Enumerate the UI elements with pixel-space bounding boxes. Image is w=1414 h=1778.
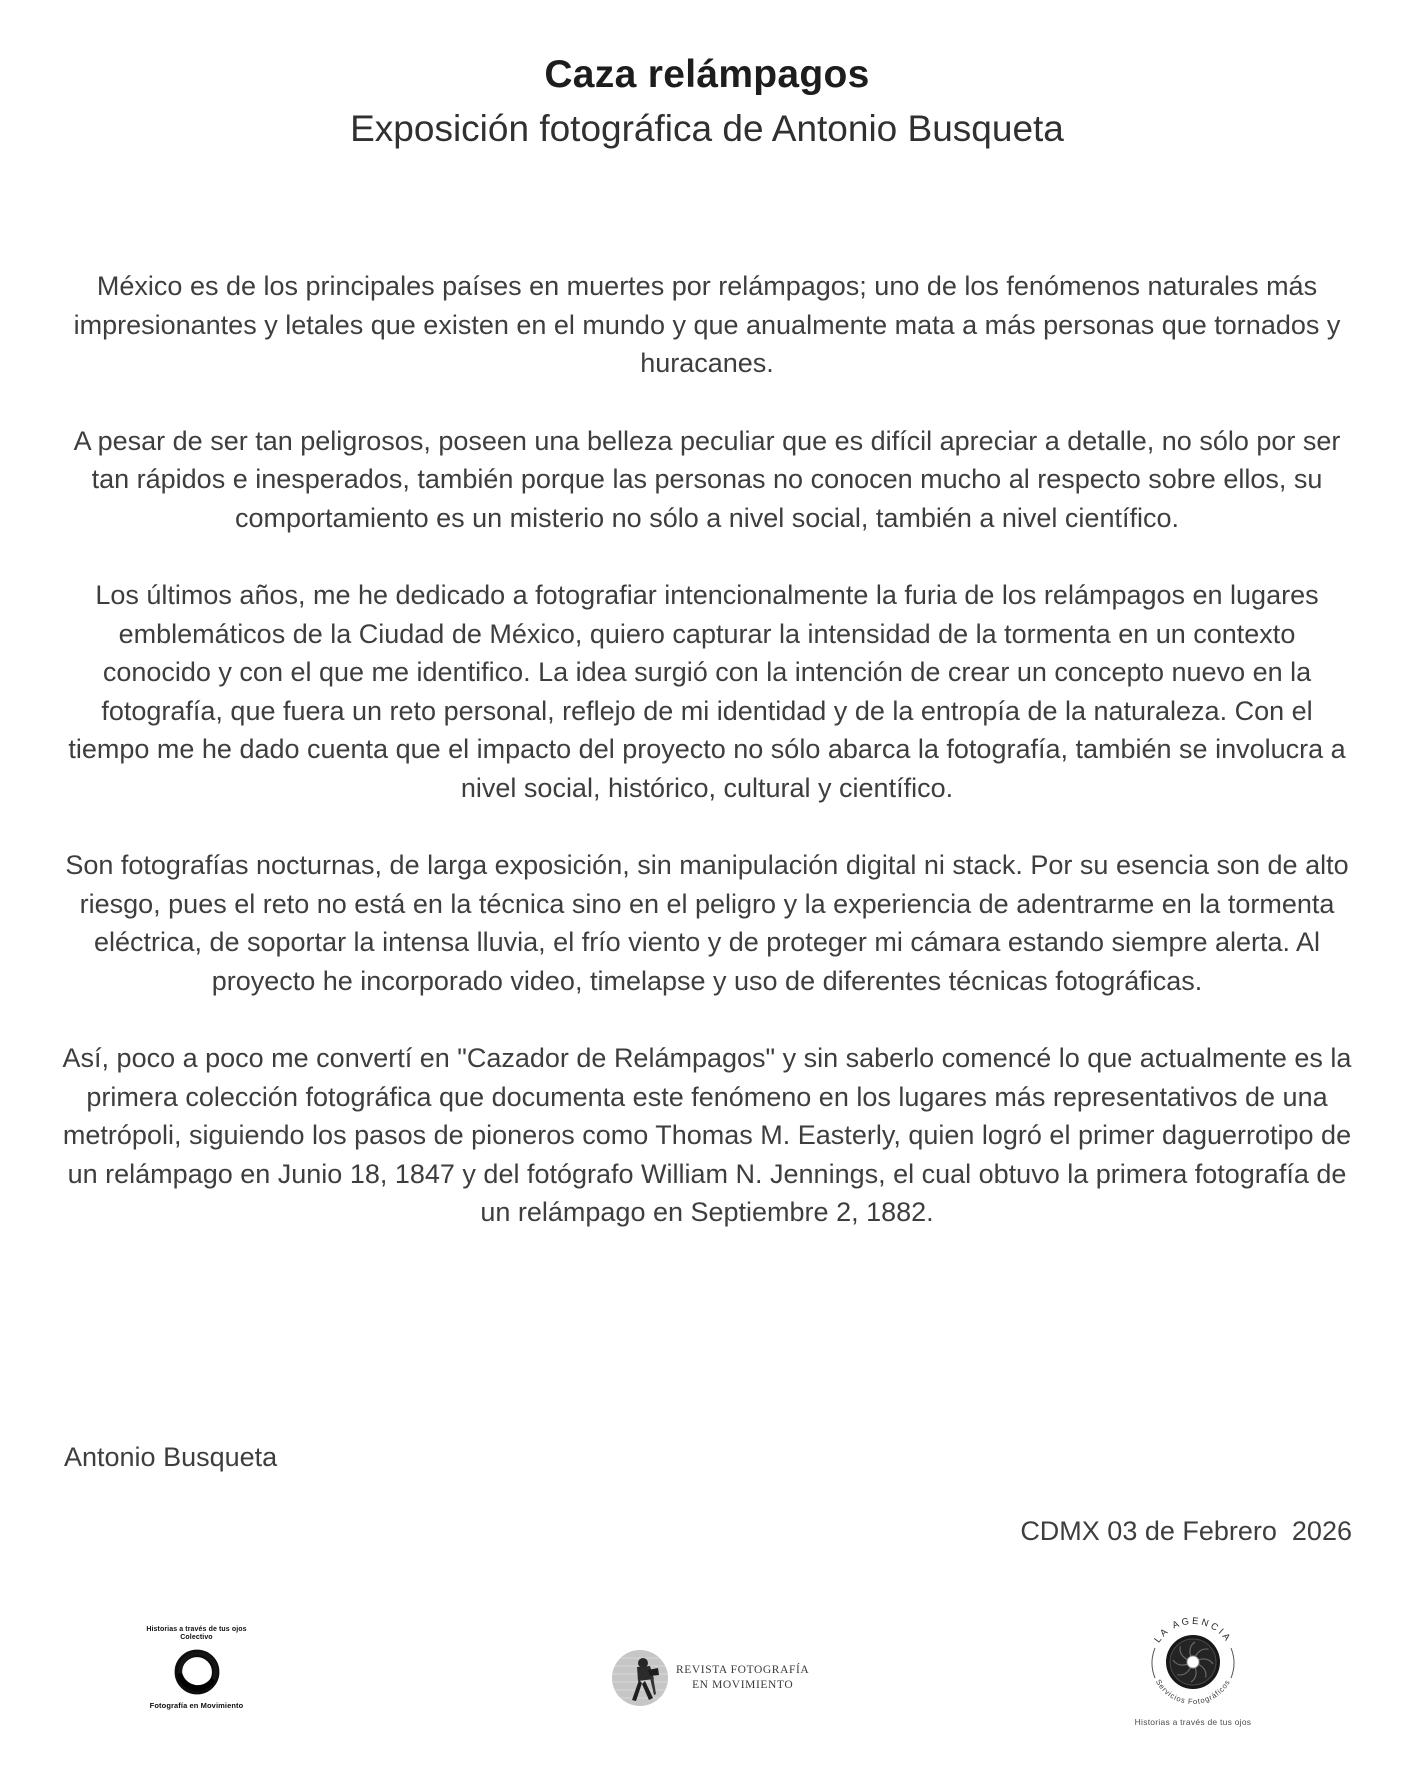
la-agencia-arc-bottom: Servicios Fotográficos (1153, 1677, 1233, 1707)
enso-circle-icon (169, 1644, 225, 1700)
colectivo-logo-bottom: Fotografía en Movimiento (149, 1701, 244, 1710)
paragraph-3: Los últimos años, me he dedicado a fotografiar intencionalmente la furia de los relámpagos en lugares emblemáticos de la Ciudad de México, quiero capturar la intensidad de la tormenta en un contexto conocido y con el que me identifico. La idea surgió con la intención de crear un concepto nuevo en la fotografía, que fuera un reto personal, reflejo de mi identidad y de la entropía de la naturaleza. Con el tiempo me he dado cuenta que el impacto del proyecto no sólo abarca la fotografía, también se involucra a nivel social, histórico, cultural y científico. (68, 580, 1346, 803)
la-agencia-arc-top: LA AGENCIA (1152, 1615, 1234, 1645)
la-agencia-caption: Historias a través de tus ojos (1134, 1717, 1252, 1727)
revista-wordmark (676, 1663, 809, 1693)
la-agencia-logo (1117, 1612, 1269, 1727)
camera-aperture-icon (1127, 1612, 1259, 1712)
page-title: Caza relámpagos (544, 53, 870, 96)
signature: Antonio Busqueta (64, 1442, 278, 1472)
page-subtitle: Exposición fotográfica de Antonio Busqueta (350, 107, 1064, 149)
paragraph-2: A pesar de ser tan peligrosos, poseen una belleza peculiar que es difícil apreciar a detalle, no sólo por ser tan rápidos e inesperados, también porque las personas no conocen mucho al respecto sobre ellos, su comportamiento es un misterio no sólo a nivel social, también a nivel científico. (73, 425, 1341, 533)
colectivo-logo-line2: Colectivo (180, 1634, 213, 1641)
colectivo-enso-logo (114, 1626, 279, 1710)
revista-logo (612, 1650, 809, 1706)
revista-line2: EN MOVIMIENTO (692, 1679, 794, 1691)
colectivo-logo-line1: Historias a través de tus ojos (146, 1626, 247, 1633)
paragraph-5: Así, poco a poco me convertí en "Cazador de Relámpagos" y sin saberlo comencé lo que actualmente es la primera colección fotográfica que documenta este fenómeno en los lugares más representativos de una metrópoli, siguiendo los pasos de pioneros como Thomas M. Easterly, quien logró el primer daguerrotipo de un relámpago en Junio 18, 1847 y del fotógrafo William N. Jennings, el cual obtuvo la primera fotografía de un relámpago en Septiembre 2, 1882. (62, 1043, 1352, 1228)
photographer-photo-icon (612, 1650, 668, 1706)
paragraph-1: México es de los principales países en muertes por relámpagos; uno de los fenómenos naturales más impresionantes y letales que existen en el mundo y que anualmente mata a más personas que tornados y huracanes. (73, 271, 1341, 379)
body-text (61, 267, 1353, 1232)
paragraph-4: Son fotografías nocturnas, de larga exposición, sin manipulación digital ni stack. Por su esencia son de alto riesgo, pues el reto no está en la técnica sino en el peligro y la experiencia de adentrarme en la tormenta eléctrica, de soportar la intensa lluvia, el frío viento y de proteger mi cámara estando siempre alerta. Al proyecto he incorporado video, timelapse y uso de diferentes técnicas fotográficas. (65, 850, 1349, 996)
dateline: CDMX 03 de Febrero 2026 (1020, 1516, 1352, 1546)
revista-line1: REVISTA FOTOGRAFÍA (676, 1664, 810, 1676)
